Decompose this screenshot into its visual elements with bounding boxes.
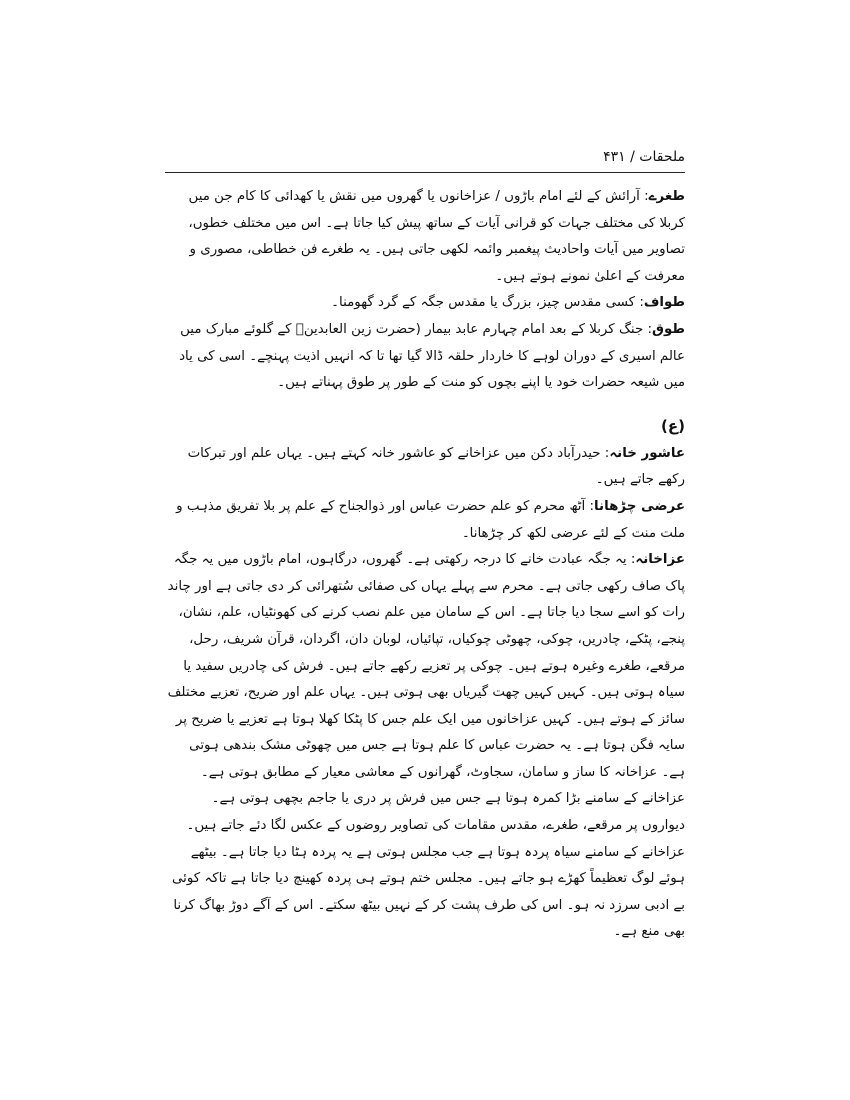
glossary-entry-tauq bbox=[165, 317, 685, 397]
entry-definition: : آرائش کے لئے امام باڑوں / عزاخانوں یا گھروں میں نقش یا کھدائی کا کام جن میں کربلا کی مختلف جہات کو قرانی آیات کے ساتھ پیش کیا جاتا ہے۔ اس میں مختلف خطوں، تصاویر میں آیات واحادیث پیغمبر وائمہ لکھی جاتی ہیں۔ یہ طغرے فن خطاطی، مصوری و معرفت کے اعلیٰ نمونے ہوتے ہیں۔ bbox=[188, 189, 685, 284]
glossary-entry-arzi-charhana bbox=[165, 494, 685, 547]
entry-term: عاشور خانہ bbox=[609, 445, 685, 461]
entry-term: طوق bbox=[652, 321, 685, 337]
glossary-entry-ashoor-khana bbox=[165, 441, 685, 494]
running-header bbox=[165, 145, 685, 169]
entry-term: طواف bbox=[643, 295, 685, 311]
entry-definition: : کسی مقدس چیز، بزرگ یا مقدس جگہ کے گرد گھومنا۔ bbox=[331, 295, 644, 311]
glossary-entry-tughre bbox=[165, 184, 685, 290]
section-letter-ain: (ع) bbox=[661, 416, 685, 435]
glossary-body bbox=[165, 184, 685, 946]
entry-definition: : حیدرآباد دکن میں عزاخانے کو عاشور خانہ کہتے ہیں۔ یہاں علم اور تبرکات رکھے جاتے ہیں۔ bbox=[187, 445, 685, 488]
glossary-entry-tawaf bbox=[165, 290, 685, 317]
entry-definition: : آٹھ محرم کو علم حضرت عباس اور ذوالجناح کے علم پر بلا تفریق مذہب و ملت منت کے لئے عرضی لکھ کر چڑھانا۔ bbox=[176, 498, 685, 541]
page-label: ملحقات / ۴۳۱ bbox=[603, 149, 685, 165]
entry-definition: : یہ جگہ عبادت خانے کا درجہ رکھتی ہے۔ گھروں، درگاہوں، امام باڑوں میں یہ جگہ پاک صاف رکھی جاتی ہے۔ محرم سے پہلے یہاں کی صفائی سُتھرائی کر دی جاتی ہے اور چاند رات کو اسے سجا دیا جاتا ہے۔ اس کے سامان میں علم نصب کرنے کی کھونٹیاں، علم، نشان، پنجے، پٹکے، چادریں، چوکی، چھوٹی چوکیاں، تپائیاں، لوبان دان، اگردان، قرآن شریف، رحل، مرقعے، طغرے وغیرہ ہوتے ہیں۔ چوکی پر تعزیے رکھے جاتے ہیں۔ فرش کی چادریں سفید یا سیاہ ہوتی ہیں۔ کہیں کہیں چھت گیریاں بھی ہوتی ہیں۔ یہاں علم اور ضریح، تعزیے مختلف سائز کے ہوتے ہیں۔ کہیں عزاخانوں میں ایک علم جس کا پٹکا کھلا ہوتا ہے تعزیے یا ضریح پر سایہ فگن ہوتا ہے۔ یہ حضرت عباس کا علم ہوتا ہے جس میں چھوٹی مشک بندھی ہوتی ہے۔ عزاخانہ کا ساز و سامان، سجاوٹ، گھرانوں کے معاشی معیار کے مطابق ہوتی ہے۔ عزاخانے کے سامنے بڑا کمرہ ہوتا ہے جس میں فرش پر دری یا جاجم بچھی ہوتی ہے۔ دیواروں پر مرقعے، طغرے، مقدس مقامات کی تصاویر روضوں کے عکس لگا دئے جاتے ہیں۔ عزاخانے کے سامنے سیاہ پردہ ہوتا ہے جب مجلس ہوتی ہے یہ پردہ ہٹا دیا جاتا ہے۔ بیٹھے ہوئے لوگ تعظیماً کھڑے ہو جاتے ہیں۔ مجلس ختم ہوتے ہی پردہ کھینچ دیا جاتا ہے تاکہ کوئی بے ادبی سرزد نہ ہو۔ اس کی طرف پشت کر کے نہیں بیٹھ سکتے۔ اس کے آگے دوڑ بھاگ کرنا بھی منع ہے۔ bbox=[167, 552, 685, 940]
glossary-entry-azakhana bbox=[165, 547, 685, 946]
entry-term: عزاخانہ bbox=[635, 552, 685, 568]
entry-definition: : جنگ کربلا کے بعد امام چہارم عابد بیمار (حضرت زین العابدینؑ کے گلوئے مبارک میں عالم اسیری کے دوران لوہے کا خاردار حلقہ ڈالا گیا تھا تا کہ انہیں اذیت پہنچے۔ اسی کی یاد میں شیعہ حضرات خود یا اپنے بچوں کو منت کے طور پر طوق پہناتے ہیں۔ bbox=[179, 321, 685, 391]
entry-term: عرضی چڑھانا bbox=[594, 498, 685, 514]
entry-term: طغرے bbox=[648, 189, 685, 204]
header-rule bbox=[165, 172, 685, 173]
